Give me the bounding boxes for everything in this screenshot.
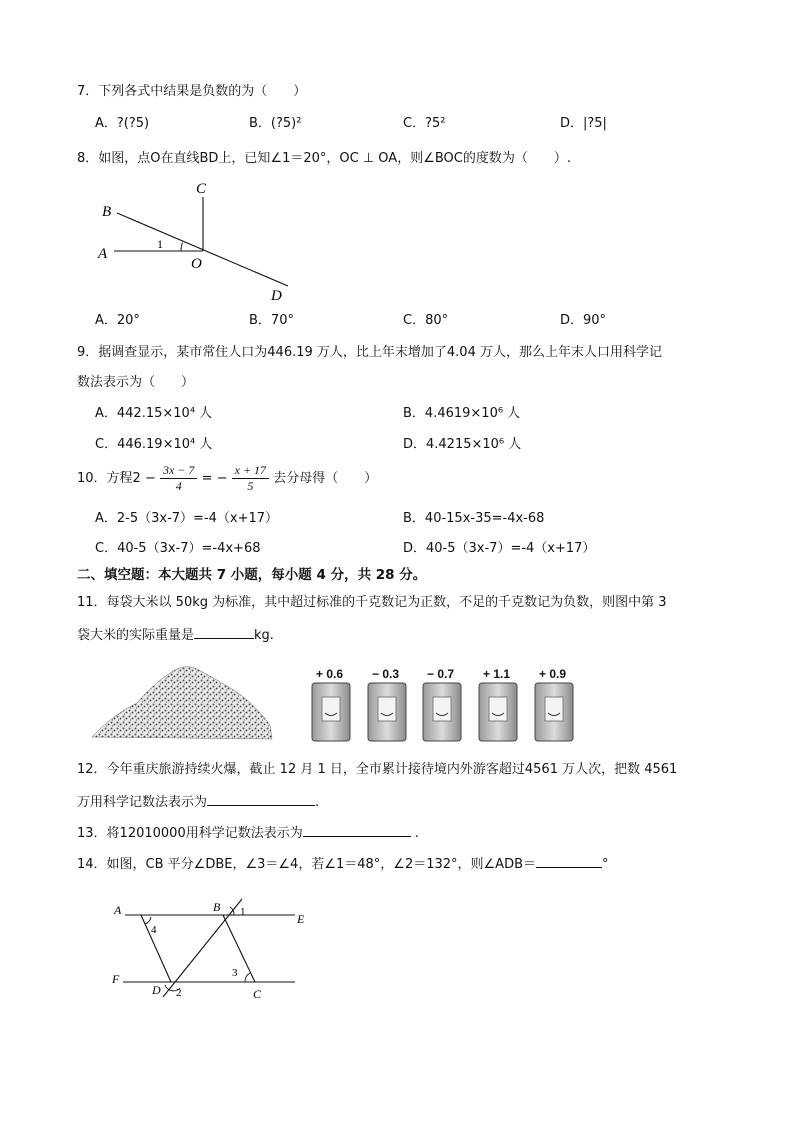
q10-fraction-1	[160, 464, 197, 493]
label-b: B	[213, 900, 221, 914]
q13-answer-blank[interactable]	[303, 824, 411, 837]
rice-bag-2	[368, 667, 406, 741]
bag-label-1: + 0.6	[316, 667, 344, 681]
angle-3-arc	[245, 973, 250, 982]
q13-line	[77, 824, 419, 840]
q8-option-a: A．20°	[95, 313, 140, 328]
q10-middle: = −	[201, 471, 228, 487]
q11-figure	[92, 655, 592, 745]
q7-option-d: D．|?5|	[560, 116, 607, 131]
rice-bag-1	[312, 667, 350, 741]
q8-option-d: D．90°	[560, 313, 607, 328]
segment-bc	[223, 915, 255, 982]
q10-stem	[77, 464, 377, 493]
q12-line1: 12．今年重庆旅游持续火爆，截止 12 月 1 日，全市累计接待境内外游客超过4561 万人次，把数 4561	[77, 762, 678, 777]
label-d: D	[152, 983, 161, 997]
q9-option-d: D．4.4215×10⁶ 人	[403, 437, 522, 452]
q11-line2-prefix: 袋大米的实际重量是	[77, 628, 195, 643]
label-angle-1: 1	[157, 237, 163, 251]
q12-line2-prefix: 万用科学记数法表示为	[77, 795, 208, 810]
q10-frac1-denominator: 4	[175, 479, 182, 494]
section-heading-fill-in: 二、填空题：本大题共 7 小题，每小题 4 分，共 28 分。	[77, 567, 427, 583]
q14-line	[77, 855, 609, 871]
q14-suffix: °	[602, 857, 609, 872]
bag-label-2: − 0.3	[372, 667, 400, 681]
q9-option-a: A．442.15×10⁴ 人	[95, 406, 213, 421]
bag-label-5: + 0.9	[539, 667, 567, 681]
q11-line2-suffix: kg.	[254, 628, 274, 643]
label-angle-2: 2	[176, 987, 182, 999]
q8-option-b: B．70°	[249, 313, 294, 328]
label-a: A	[114, 903, 122, 917]
rice-bag-4	[479, 667, 517, 741]
angle-4-arc	[145, 917, 151, 924]
label-angle-3: 3	[232, 967, 238, 979]
q14-answer-blank[interactable]	[536, 855, 602, 868]
q8-option-c: C．80°	[403, 313, 449, 328]
q7-option-c: C．?5²	[403, 116, 446, 131]
q12-line2-suffix: .	[315, 795, 320, 810]
label-o: O	[191, 256, 202, 272]
q8-figure	[90, 178, 310, 308]
q9-stem-line2: 数法表示为（ ）	[77, 375, 195, 390]
rice-bag-3	[423, 667, 461, 741]
q10-frac1-numerator: 3x − 7	[160, 464, 197, 479]
label-angle-4: 4	[151, 924, 157, 936]
q7-option-a: A．?(?5)	[95, 116, 150, 131]
q9-option-c: C．446.19×10⁴ 人	[95, 437, 213, 452]
q7-stem: 7．下列各式中结果是负数的为（ ）	[77, 84, 307, 99]
label-c: C	[196, 181, 207, 197]
angle-1-arc	[181, 243, 183, 252]
rice-bag-5	[535, 667, 573, 741]
q14-prefix: 14．如图，CB 平分∠DBE，∠3＝∠4，若∠1＝48°，∠2＝132°，则∠ADB＝	[77, 857, 536, 872]
label-c: C	[253, 987, 262, 1001]
q8-stem: 8．如图，点O在直线BD上，已知∠1＝20°，OC ⊥ OA，则∠BOC的度数为（ ）.	[77, 151, 571, 166]
q12-answer-blank[interactable]	[207, 793, 315, 806]
label-d: D	[271, 288, 282, 304]
label-a: A	[98, 246, 108, 262]
q13-suffix: .	[414, 826, 419, 841]
q10-option-d: D．40-5（3x-7）=-4（x+17）	[403, 541, 596, 556]
q7-option-b: B．(?5)²	[249, 116, 302, 131]
q10-frac2-denominator: 5	[247, 479, 254, 494]
q10-prefix: 10．方程2 −	[77, 471, 156, 487]
bag-label-3: − 0.7	[427, 667, 455, 681]
q10-option-a: A．2-5（3x-7）=-4（x+17）	[95, 511, 279, 526]
bag-label-4: + 1.1	[483, 667, 511, 681]
q10-fraction-2	[232, 464, 269, 493]
q9-stem-line1: 9．据调查显示，某市常住人口为446.19 万人，比上年末增加了4.04 万人，那么上年末人口用科学记	[77, 345, 662, 360]
q11-answer-blank[interactable]	[194, 626, 254, 639]
rice-pile-image	[92, 667, 272, 739]
label-b: B	[102, 204, 112, 220]
q11-line1: 11．每袋大米以 50kg 为标准，其中超过标准的千克数记为正数，不足的千克数记为负数，则图中第 3	[77, 595, 667, 610]
q10-option-b: B．40-15x-35=-4x-68	[403, 511, 545, 526]
label-angle-1: 1	[240, 906, 246, 918]
label-f: F	[112, 972, 120, 986]
q12-line2	[77, 793, 319, 809]
label-e: E	[297, 912, 305, 926]
q9-option-b: B．4.4619×10⁶ 人	[403, 406, 521, 421]
q14-figure	[105, 885, 325, 1010]
q10-frac2-numerator: x + 17	[232, 464, 269, 479]
q11-line2	[77, 626, 274, 642]
q13-prefix: 13．将12010000用科学记数法表示为	[77, 826, 303, 841]
q10-suffix: 去分母得（ ）	[273, 471, 378, 487]
q10-option-c: C．40-5（3x-7）=-4x+68	[95, 541, 261, 556]
